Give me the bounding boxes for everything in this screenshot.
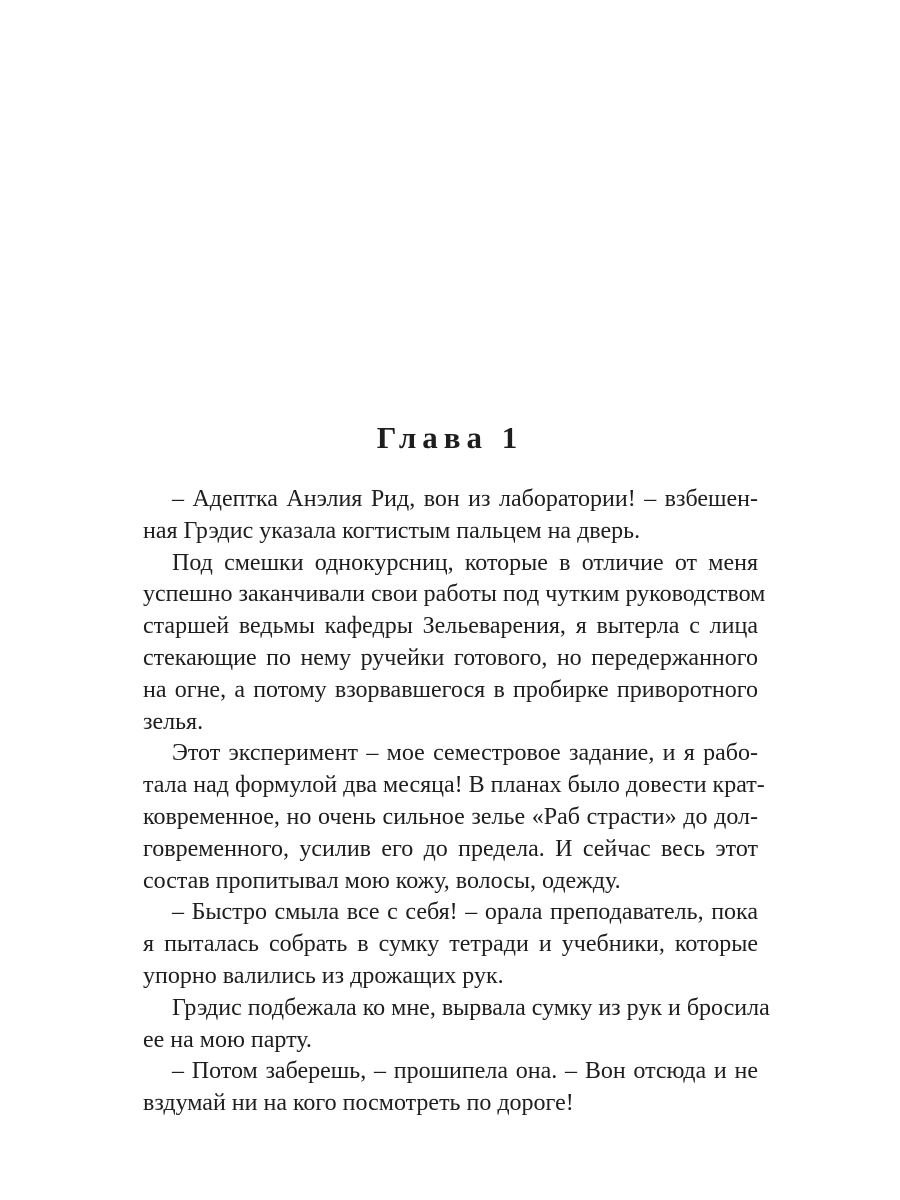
text-line: на огне, а потому взорвавшегося в пробирке приворотного xyxy=(143,676,758,703)
text-line: успешно заканчивали свои работы под чутким руководством xyxy=(143,581,766,608)
chapter-body-text xyxy=(143,484,770,1120)
chapter-title: Глава 1 xyxy=(376,420,524,455)
text-line: Грэдис подбежала ко мне, вырвала сумку из рук и бросила xyxy=(172,994,770,1021)
text-line: Этот эксперимент – мое семестровое задание, и я рабо- xyxy=(172,740,758,767)
text-line: стекающие по нему ручейки готового, но передержанного xyxy=(143,644,758,671)
text-line: – Адептка Анэлия Рид, вон из лаборатории! – взбешен- xyxy=(172,486,758,512)
text-line: состав пропитывал мою кожу, волосы, одежду. xyxy=(143,867,621,894)
text-line: – Быстро смыла все с себя! – орала преподаватель, пока xyxy=(172,899,758,926)
text-line: – Потом заберешь, – прошипела она. – Вон отсюда и не xyxy=(172,1058,758,1085)
text-line: вздумай ни на кого посмотреть по дороге! xyxy=(143,1090,574,1117)
text-line: Под смешки однокурсниц, которые в отличие от меня xyxy=(172,549,758,576)
text-line: старшей ведьмы кафедры Зельеварения, я вытерла с лица xyxy=(143,613,758,640)
text-line: я пыталась собрать в сумку тетради и учебники, которые xyxy=(143,931,758,958)
text-line: ная Грэдис указала когтистым пальцем на дверь. xyxy=(143,517,641,544)
text-line: говременного, усилив его до предела. И сейчас весь этот xyxy=(143,835,758,862)
text-line: зелья. xyxy=(143,708,204,735)
text-line: ее на мою парту. xyxy=(143,1026,312,1053)
text-line: ковременное, но очень сильное зелье «Раб страсти» до дол- xyxy=(143,803,758,830)
text-line: упорно валились из дрожащих рук. xyxy=(143,962,504,989)
text-line: тала над формулой два месяца! В планах было довести крат- xyxy=(143,772,765,799)
